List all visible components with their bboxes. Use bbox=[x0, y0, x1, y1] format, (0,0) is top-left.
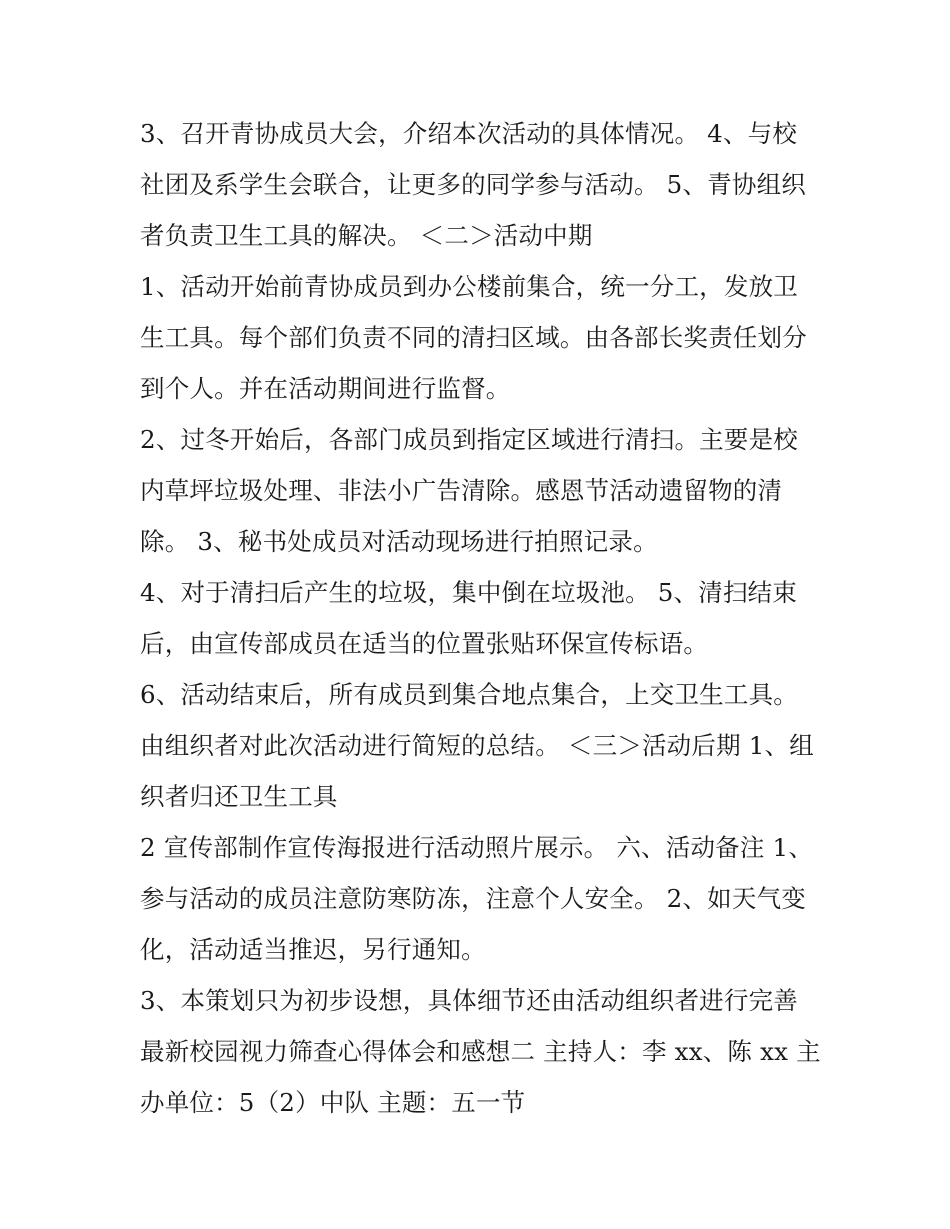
text-line: 参与活动的成员注意防寒防冻，注意个人安全。 2、如天气变 bbox=[140, 884, 806, 913]
text-line: 2、过冬开始后，各部门成员到指定区域进行清扫。主要是校 bbox=[140, 425, 798, 454]
text-line: 到个人。并在活动期间进行监督。 bbox=[140, 374, 511, 403]
text-line: 生工具。每个部们负责不同的清扫区域。由各部长奖责任划分 bbox=[140, 323, 807, 352]
text-line: 1、活动开始前青协成员到办公楼前集合，统一分工，发放卫 bbox=[140, 272, 798, 301]
text-line: 后，由宣传部成员在适当的位置张贴环保宣传标语。 bbox=[140, 629, 709, 658]
paragraph-midterm-step-2 bbox=[140, 414, 830, 567]
text-line: 除。 3、秘书处成员对活动现场进行拍照记录。 bbox=[140, 527, 658, 556]
text-line: 办单位：5（2）中队 主题：五一节 bbox=[140, 1088, 526, 1117]
text-line: 织者归还卫生工具 bbox=[140, 782, 338, 811]
text-line: 化，活动适当推迟，另行通知。 bbox=[140, 935, 486, 964]
paragraph-closing bbox=[140, 975, 830, 1128]
text-line: 最新校园视力筛查心得体会和感想二 主持人：李 xx、陈 xx 主 bbox=[140, 1037, 821, 1066]
text-line: 由组织者对此次活动进行简短的总结。 ＜三＞活动后期 1、组 bbox=[140, 731, 814, 760]
text-line: 3、本策划只为初步设想，具体细节还由活动组织者进行完善 bbox=[140, 986, 798, 1015]
paragraph-midterm-step-4 bbox=[140, 567, 830, 669]
text-line: 6、活动结束后，所有成员到集合地点集合，上交卫生工具。 bbox=[140, 680, 798, 709]
text-line: 者负责卫生工具的解决。 ＜二＞活动中期 bbox=[140, 221, 593, 250]
paragraph-midterm-step-6 bbox=[140, 669, 830, 822]
text-line: 3、召开青协成员大会，介绍本次活动的具体情况。 4、与校 bbox=[140, 119, 798, 148]
paragraph-notes bbox=[140, 822, 830, 975]
paragraph-preparation-tasks bbox=[140, 108, 830, 261]
paragraph-midterm-step-1 bbox=[140, 261, 830, 414]
text-line: 内草坪垃圾处理、非法小广告清除。感恩节活动遗留物的清 bbox=[140, 476, 783, 505]
text-line: 社团及系学生会联合，让更多的同学参与活动。 5、青协组织 bbox=[140, 170, 806, 199]
text-line: 4、对于清扫后产生的垃圾，集中倒在垃圾池。 5、清扫结束 bbox=[140, 578, 798, 607]
text-line: 2 宣传部制作宣传海报进行活动照片展示。 六、活动备注 1、 bbox=[140, 833, 814, 862]
document-body bbox=[140, 108, 830, 1128]
